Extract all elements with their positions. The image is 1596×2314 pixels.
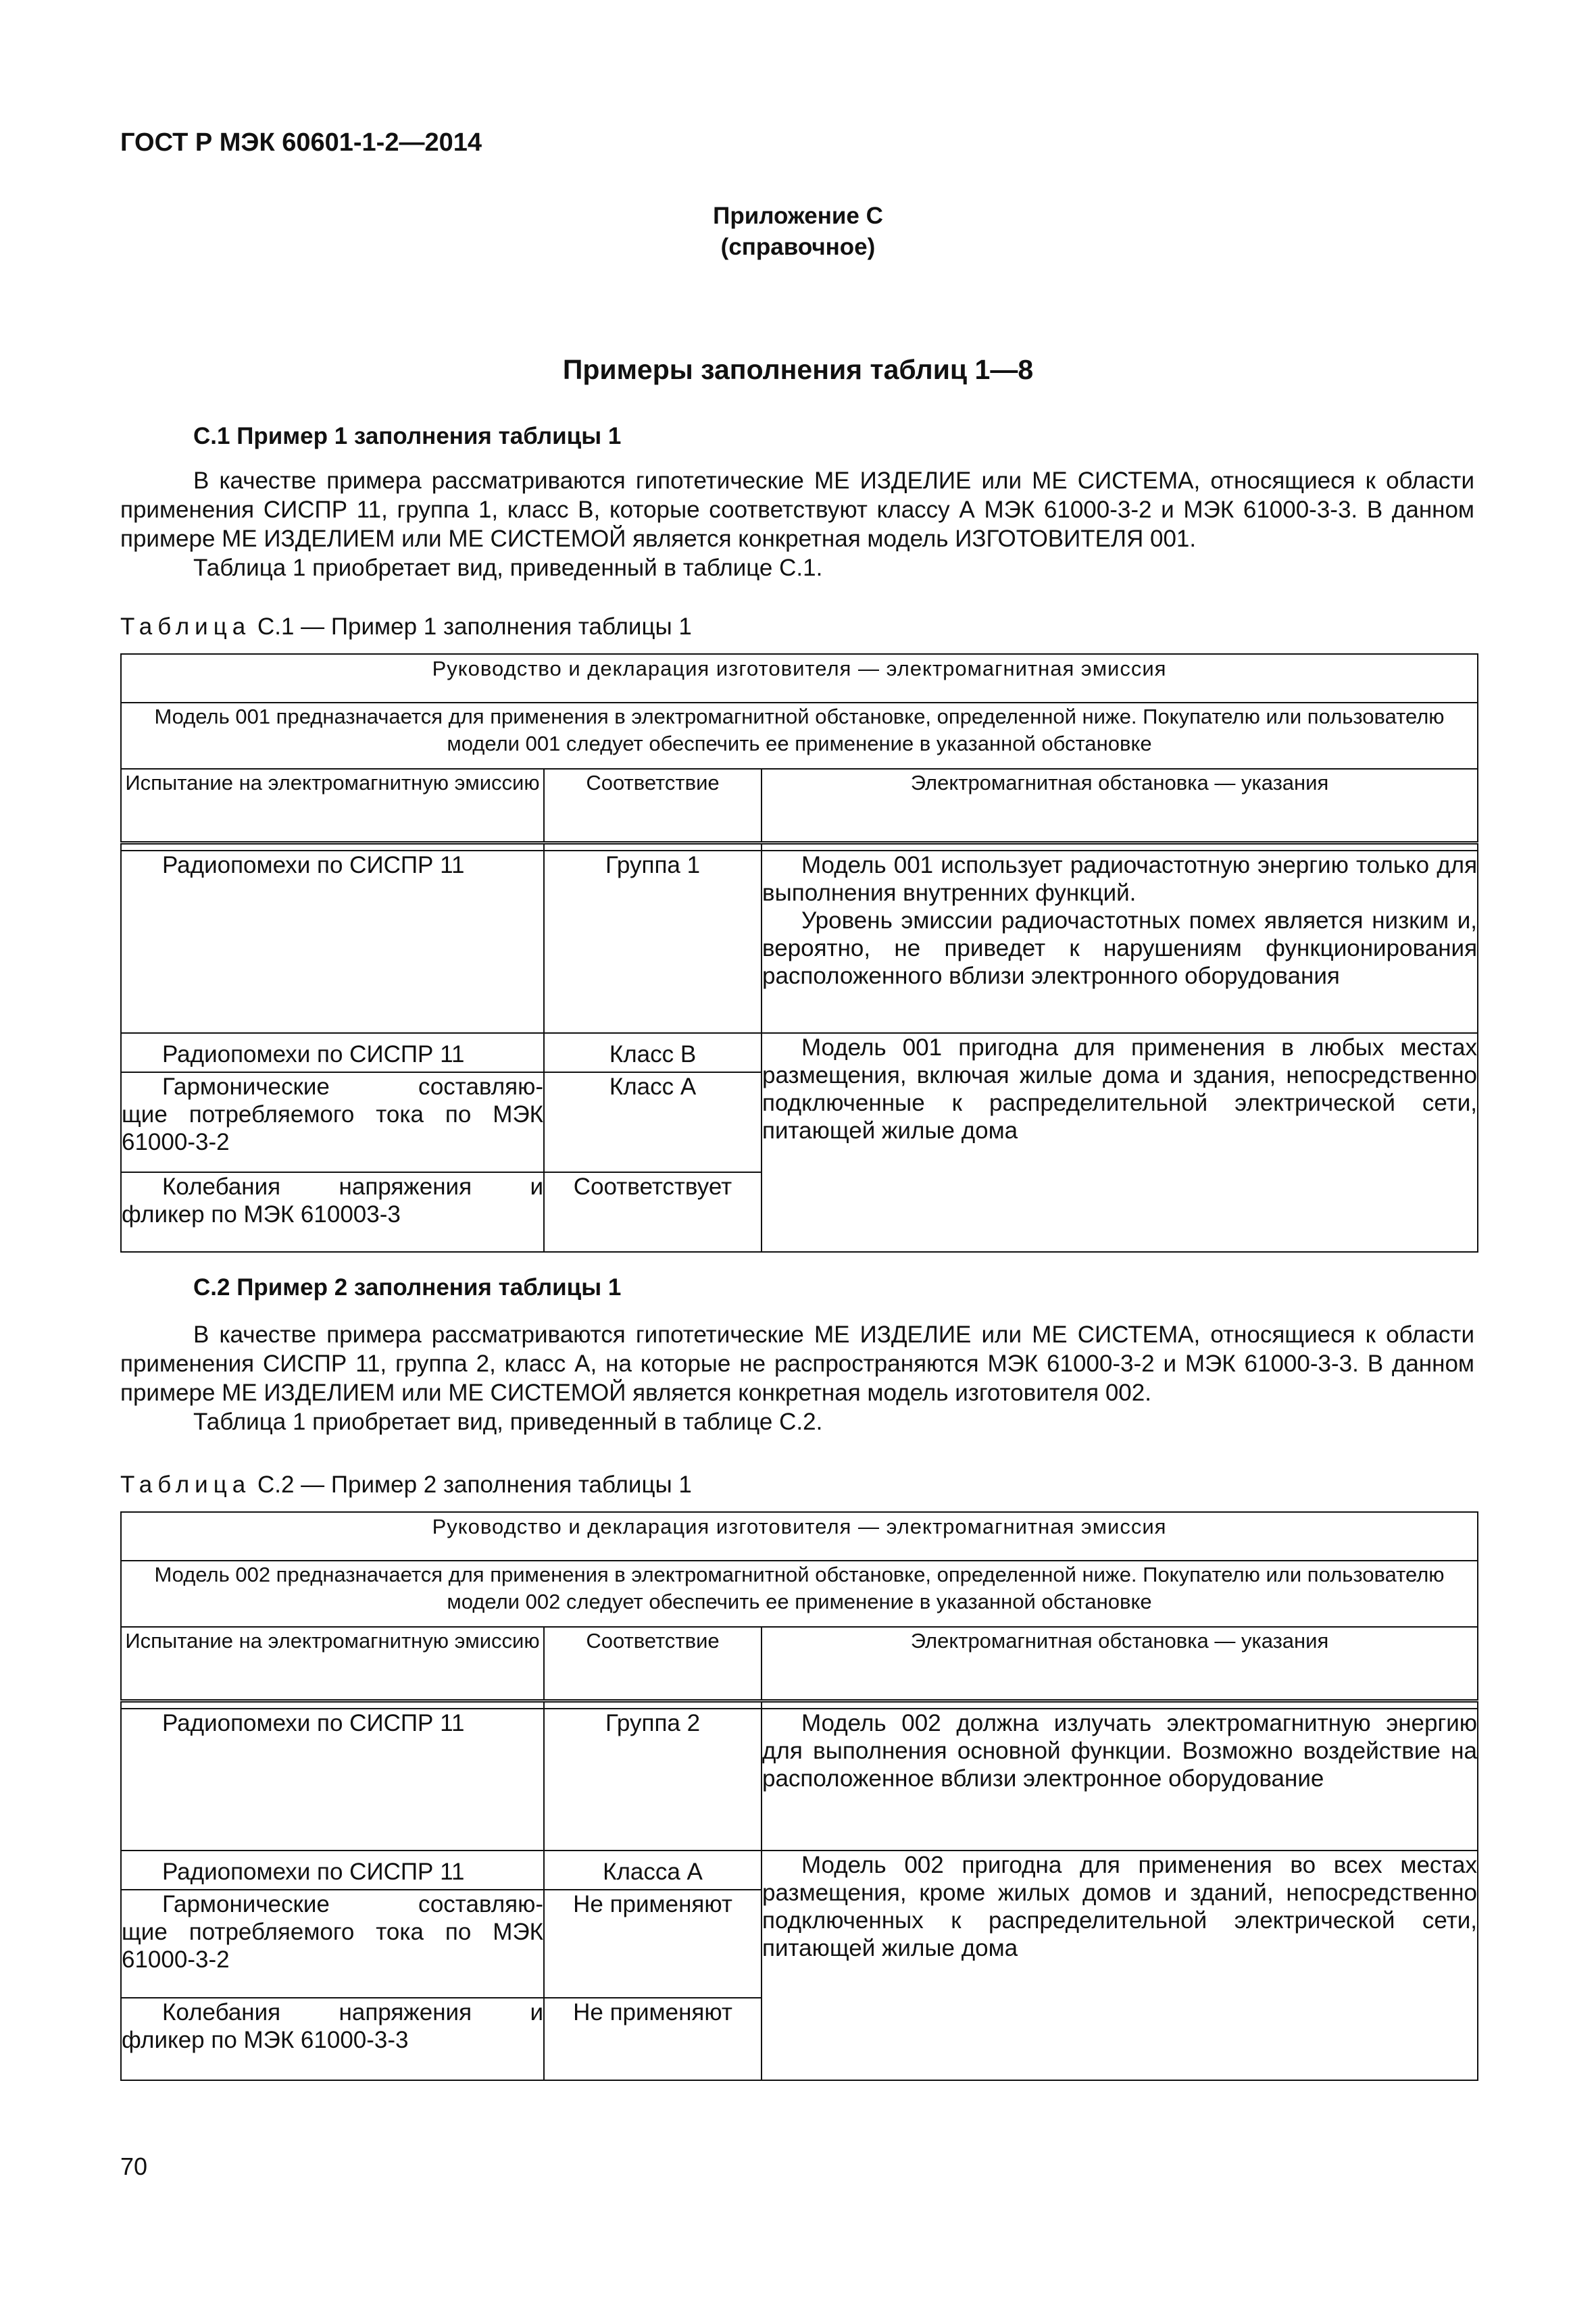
annex-subtitle: (справочное) bbox=[720, 234, 876, 260]
table-c1-env1-p1: Модель 001 использует радиочастотную энергию только для выполнения внутренних функций. bbox=[762, 852, 1478, 906]
table-c1-env1-p2: Уровень эмиссии радиочастотных помех является низким и, вероятно, не приведет к нарушениям функционирования расположенного вблизи электронного оборудования bbox=[762, 907, 1478, 989]
table-c1-row1-compliance: Группа 1 bbox=[544, 851, 762, 1033]
table-c1-row2-environment bbox=[762, 1033, 1478, 1252]
table-c1-col-test: Испытание на электромагнитную эмиссию bbox=[121, 769, 544, 843]
table-c2-col-compliance: Соответствие bbox=[544, 1627, 762, 1701]
table-c2-col-test: Испытание на электромагнитную эмиссию bbox=[121, 1627, 544, 1701]
section-1-paragraph-1: В качестве примера рассматриваются гипотетические МЕ ИЗДЕЛИЕ или МЕ СИСТЕМА, относящиеся к области применения СИСПР 11, группа 1, класс В, которые соответствуют классу А МЭК 61000-3-2 и МЭК 61000-3-3. В данном примере МЕ ИЗДЕЛИЕМ или МЕ СИСТЕМОЙ является конкретная модель ИЗГОТОВИТЕЛЯ 001. bbox=[120, 468, 1474, 552]
table-c1-row1-environment bbox=[762, 851, 1478, 1033]
table-c1-row4-compliance: Соответствует bbox=[544, 1172, 762, 1252]
table-2-caption bbox=[120, 1472, 692, 1499]
table-c2-row3-compliance: Не применяют bbox=[544, 1890, 762, 1998]
table-c1-intro: Модель 001 предназначается для применения в электромагнитной обстановке, определенной ниже. Покупателю или пользователю модели 001 следует обеспечить ее применение в указанной обстановке bbox=[121, 703, 1478, 769]
annex-title: Приложение С bbox=[713, 203, 883, 229]
table-c1 bbox=[120, 653, 1478, 1253]
table-c2-row1-compliance: Группа 2 bbox=[544, 1709, 762, 1851]
table-1-caption bbox=[120, 613, 692, 640]
section-2-text bbox=[120, 1320, 1474, 1436]
table-2-caption-text: С.2 — Пример 2 заполнения таблицы 1 bbox=[257, 1472, 692, 1498]
section-2-heading: С.2 Пример 2 заполнения таблицы 1 bbox=[193, 1274, 622, 1301]
table-c1-row3-compliance: Класс А bbox=[544, 1072, 762, 1172]
table-c2-env2: Модель 002 пригодна для применения во всех местах размещения, кроме жилых домов и зданий, непосредственно подключенных к распределительной электрической сети, питающей жилые дома bbox=[762, 1852, 1478, 1961]
page-number: 70 bbox=[120, 2153, 148, 2180]
table-c1-header: Руководство и декларация изготовителя — электромагнитная эмиссия bbox=[121, 654, 1478, 703]
table-c2-row4-compliance: Не применяют bbox=[544, 1998, 762, 2080]
section-1-heading: С.1 Пример 1 заполнения таблицы 1 bbox=[193, 423, 622, 449]
table-c2-header: Руководство и декларация изготовителя — электромагнитная эмиссия bbox=[121, 1512, 1478, 1561]
section-1-text bbox=[120, 466, 1474, 582]
table-c2-col-environment: Электромагнитная обстановка — указания bbox=[762, 1627, 1478, 1701]
table-1-caption-label: Таблица bbox=[120, 613, 251, 640]
section-1-paragraph-2: Таблица 1 приобретает вид, приведенный в таблице С.1. bbox=[193, 555, 823, 581]
section-2-paragraph-2: Таблица 1 приобретает вид, приведенный в таблице С.2. bbox=[193, 1409, 823, 1435]
table-c2-row2-compliance: Класса А bbox=[544, 1851, 762, 1890]
main-title: Примеры заполнения таблиц 1—8 bbox=[562, 354, 1034, 385]
table-c1-row2-compliance: Класс В bbox=[544, 1033, 762, 1072]
section-2-paragraph-1: В качестве примера рассматриваются гипотетические МЕ ИЗДЕЛИЕ или МЕ СИСТЕМА, относящиеся к области применения СИСПР 11, группа 2, класс А, на которые не распространяются МЭК 61000-3-2 и МЭК 61000-3-3. В данном примере МЕ ИЗДЕЛИЕМ или МЕ СИСТЕМОЙ является конкретная модель изготовителя 002. bbox=[120, 1322, 1474, 1406]
document-id: ГОСТ Р МЭК 60601-1-2—2014 bbox=[120, 128, 482, 157]
table-c2-env1: Модель 002 должна излучать электромагнитную энергию для выполнения основной функции. Возможно воздействие на расположенное вблизи электронное оборудование bbox=[762, 1710, 1478, 1792]
table-1-caption-text: С.1 — Пример 1 заполнения таблицы 1 bbox=[257, 613, 692, 640]
table-c2-row2-environment bbox=[762, 1851, 1478, 2080]
table-c2-row4-test: Колебания напряжения и фликер по МЭК 61000-3-3 bbox=[121, 1998, 544, 2080]
table-2-caption-label: Таблица bbox=[120, 1472, 251, 1498]
table-c1-row4-test: Колебания напряжения и фликер по МЭК 610003-3 bbox=[121, 1172, 544, 1252]
table-c2-intro: Модель 002 предназначается для применения в электромагнитной обстановке, определенной ниже. Покупателю или пользователю модели 002 следует обеспечить ее применение в указанной обстановке bbox=[121, 1561, 1478, 1627]
table-c1-col-environment: Электромагнитная обстановка — указания bbox=[762, 769, 1478, 843]
table-c2-row3-test: Гармонические составляю- щие потребляемого тока по МЭК 61000-3-2 bbox=[121, 1890, 544, 1998]
table-c1-row2-test: Радиопомехи по СИСПР 11 bbox=[121, 1033, 544, 1072]
table-c2-row1-test: Радиопомехи по СИСПР 11 bbox=[121, 1709, 544, 1851]
table-c1-env2: Модель 001 пригодна для применения в любых местах размещения, включая жилые дома и здания, непосредственно подключенные к распределительной электрической сети, питающей жилые дома bbox=[762, 1034, 1478, 1144]
table-c1-row3-test: Гармонические составляю- щие потребляемого тока по МЭК 61000-3-2 bbox=[121, 1072, 544, 1172]
table-c1-col-compliance: Соответствие bbox=[544, 769, 762, 843]
table-c1-row1-test: Радиопомехи по СИСПР 11 bbox=[121, 851, 544, 1033]
table-c2-row1-environment bbox=[762, 1709, 1478, 1851]
table-c2-row2-test: Радиопомехи по СИСПР 11 bbox=[121, 1851, 544, 1890]
table-c2 bbox=[120, 1511, 1478, 2081]
